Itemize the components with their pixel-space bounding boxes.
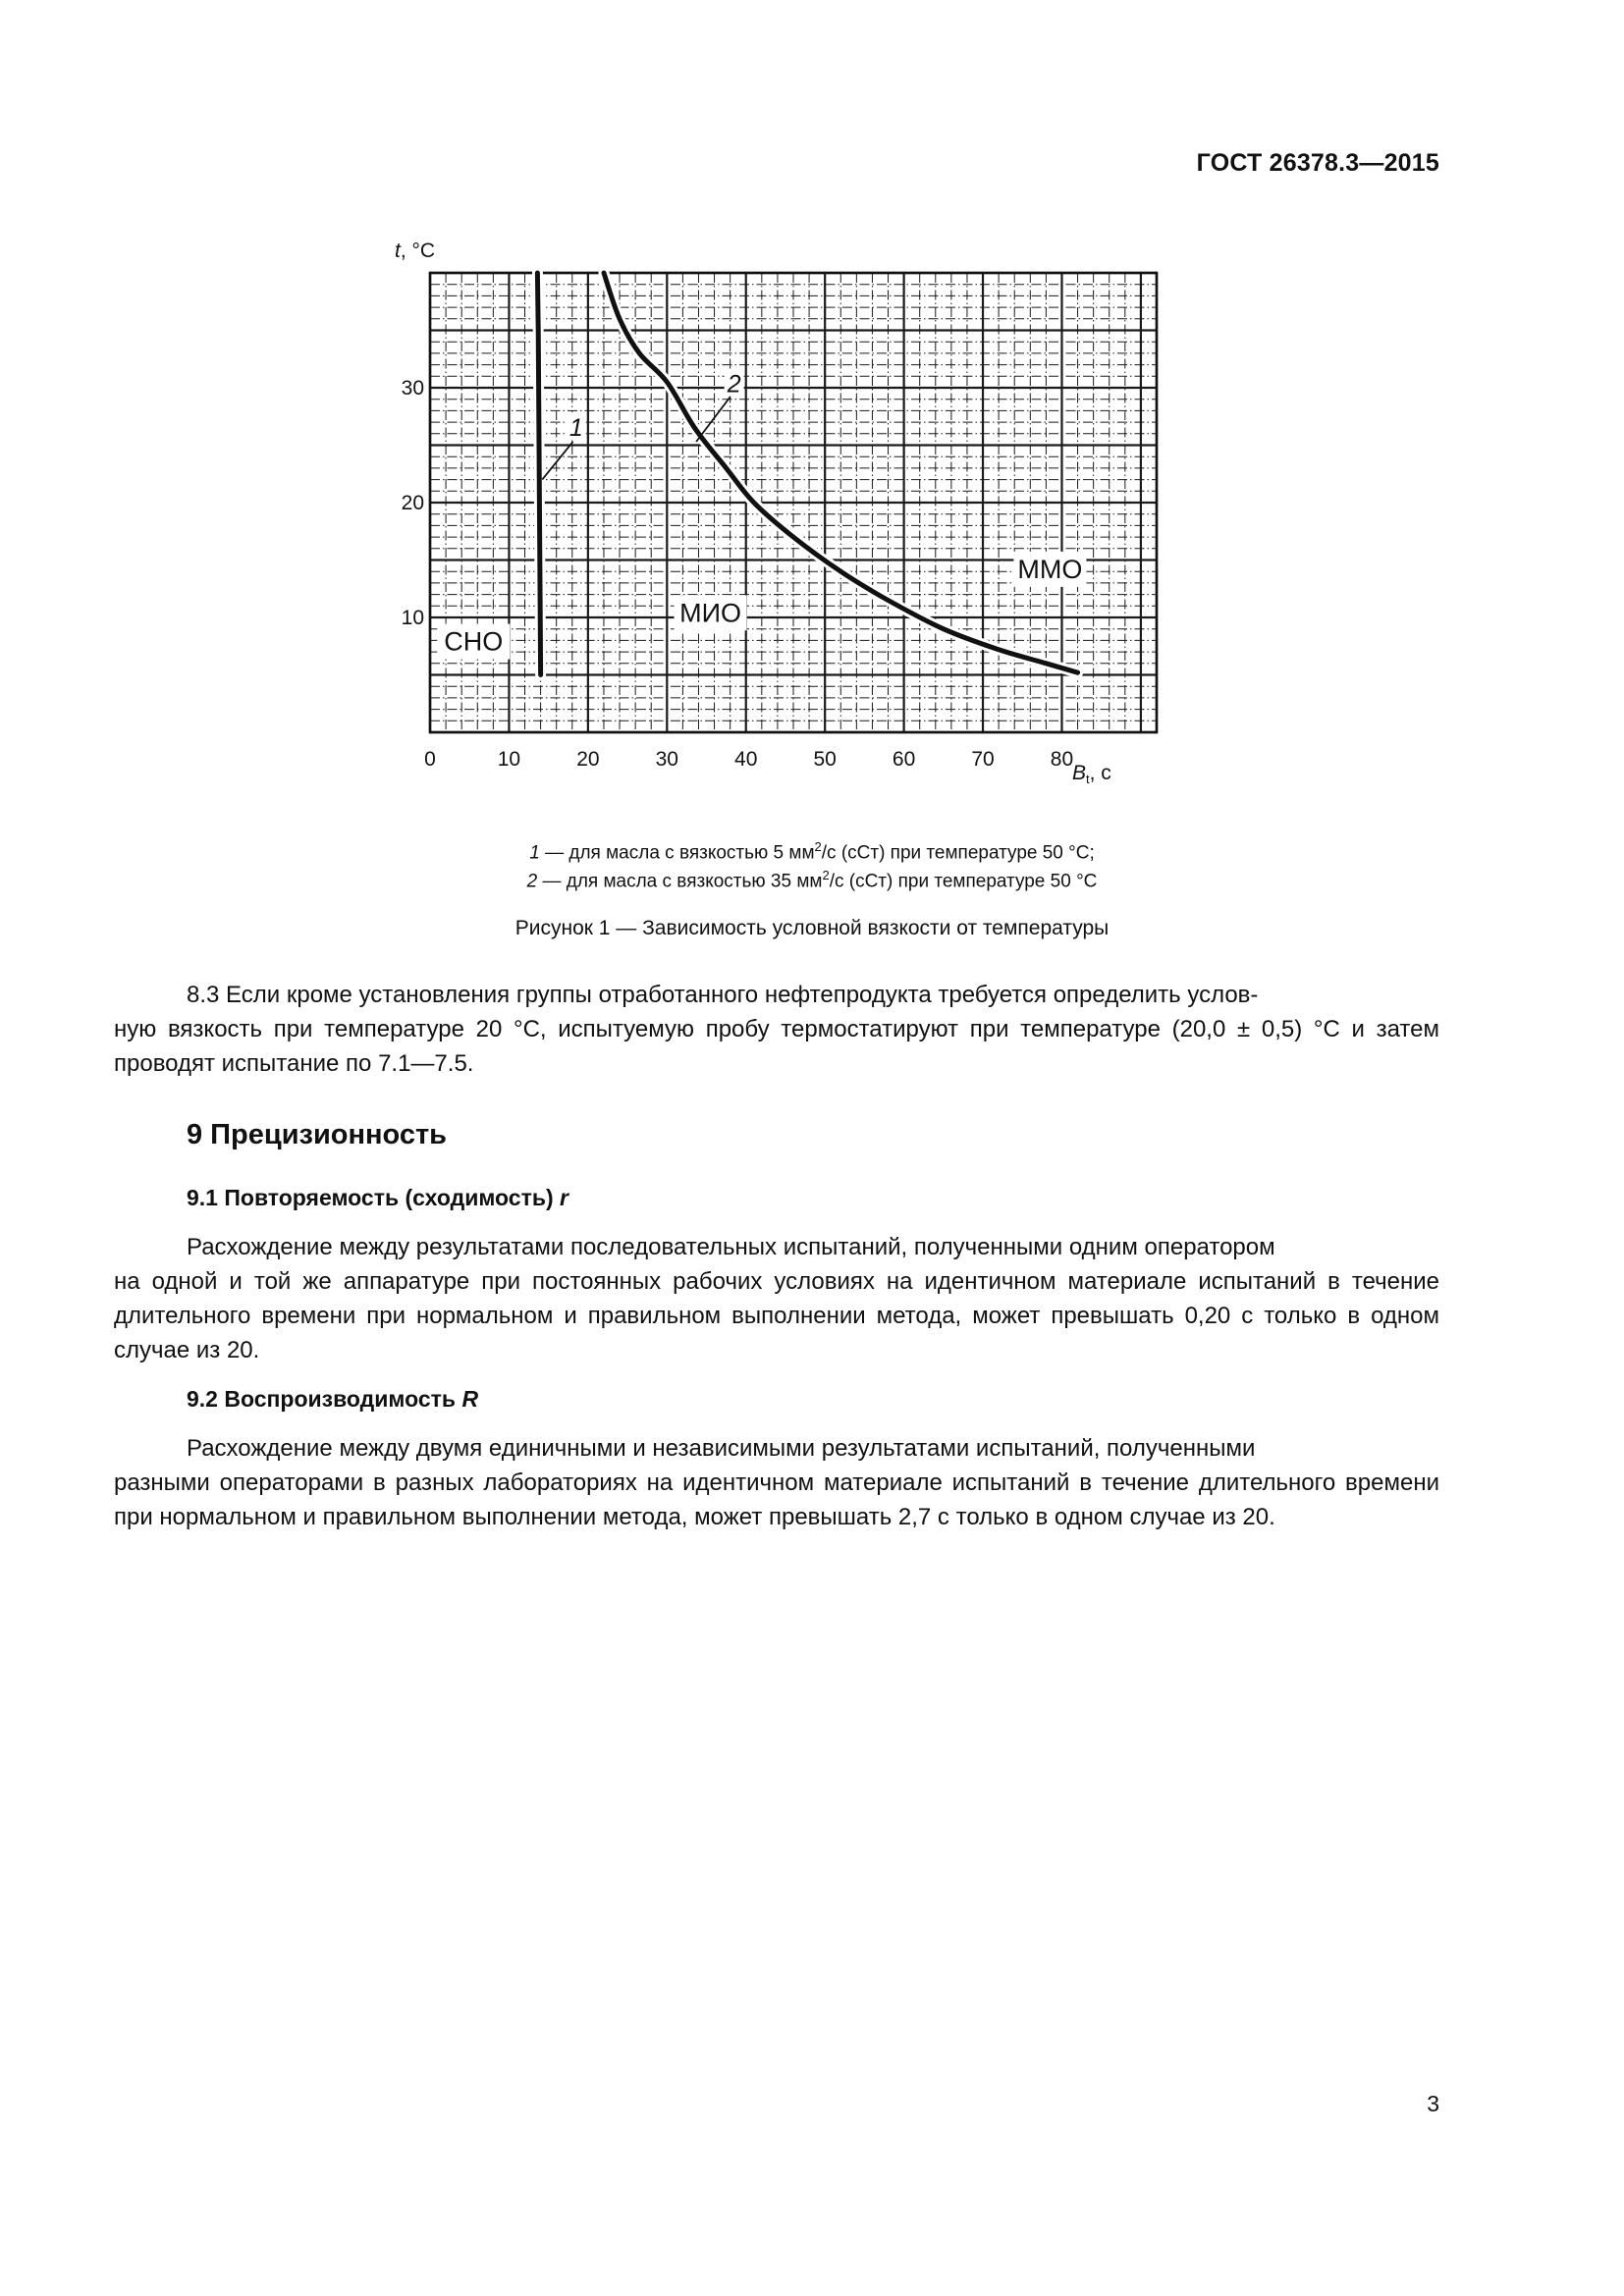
x-axis-unit: , с: [1089, 762, 1111, 784]
x-tick-label: 40: [734, 748, 758, 771]
x-tick-label: 20: [576, 748, 600, 771]
y-tick-label: 10: [401, 607, 424, 629]
region-label: ММО: [1017, 554, 1083, 584]
paragraph-8-3: [114, 978, 1439, 1081]
section-title: 9 Прецизионность: [187, 1119, 448, 1150]
document-code: ГОСТ 26378.3—2015: [1196, 149, 1439, 177]
legend-superscript: 2: [822, 868, 830, 882]
x-tick-label: 30: [655, 748, 678, 771]
legend-text: — для масла с вязкостью 35 мм: [537, 871, 823, 892]
legend-number: 2: [526, 871, 538, 892]
paragraph-body: ную вязкость при температуре 20 °С, испытуемую пробу термостатируют при температуре (20,0 ± 0,5) °С и затем проводят испытание по 7.1—7.5.: [114, 1016, 1439, 1077]
paragraph-first-line: Расхождение между двумя единичными и независимыми результатами испытаний, полученными: [187, 1435, 1256, 1462]
page-number: 3: [1427, 2091, 1439, 2116]
x-tick-label: 60: [892, 748, 916, 771]
viscosity-temperature-chart: [373, 228, 1178, 797]
subsection-symbol: r: [560, 1185, 568, 1210]
y-axis-unit: , °C: [400, 240, 436, 262]
subsection-label: 9.2 Воспроизводимость: [187, 1386, 462, 1412]
chart-ticks: [402, 377, 1074, 771]
x-tick-label: 0: [424, 748, 436, 771]
legend-text: — для масла с вязкостью 5 мм: [539, 842, 815, 864]
subsection-title-9-1: [187, 1185, 568, 1211]
paragraph-9-2: [114, 1431, 1439, 1534]
x-axis-variable: B: [1072, 762, 1087, 784]
curve-1: [537, 273, 540, 675]
subsection-label: 9.1 Повторяемость (сходимость): [187, 1185, 561, 1210]
curve-label: 1: [568, 413, 583, 442]
y-tick-label: 20: [401, 492, 424, 514]
paragraph-first-line: Расхождение между результатами последовательных испытаний, полученными одним оператором: [187, 1234, 1275, 1260]
paragraph-body: на одной и той же аппаратуре при постоянных рабочих условиях на идентичном материале испытаний в течение длительного времени при нормальном и правильном выполнении метода, может превышать 0,20 с только в одном случае из 20.: [114, 1268, 1439, 1363]
legend-number: 1: [529, 842, 540, 864]
x-tick-label: 50: [813, 748, 837, 771]
legend-text-end: /с (сСт) при температуре 50 °С: [829, 871, 1098, 892]
y-axis-variable: t: [395, 240, 401, 262]
subsection-title-9-2: [187, 1386, 478, 1413]
figure-caption: Рисунок 1 — Зависимость условной вязкости от температуры: [514, 917, 1110, 939]
curve-label: 2: [727, 370, 741, 399]
region-label: СНО: [444, 626, 504, 657]
legend-superscript: 2: [814, 839, 822, 854]
paragraph-9-1: [114, 1230, 1439, 1367]
y-tick-label: 30: [401, 377, 424, 400]
x-tick-label: 10: [497, 748, 521, 771]
leader-curve-1: [542, 442, 572, 480]
paragraph-body: разными операторами в разных лабораториях на идентичном материале испытаний в течение длительного времени при нормальном и правильном выполнении метода, может превышать 2,7 с только в одном случае из 20.: [114, 1469, 1439, 1530]
chart-curves: [537, 273, 1077, 675]
region-label: МИО: [679, 598, 741, 628]
legend-text-end: /с (сСт) при температуре 50 °С;: [821, 842, 1095, 864]
paragraph-first-line: 8.3 Если кроме установления группы отработанного нефтепродукта требуется определить услов-: [187, 982, 1259, 1008]
leader-curve-2: [696, 397, 731, 442]
x-axis-label: [1072, 762, 1111, 786]
y-axis-label: [395, 240, 435, 262]
x-axis-subscript: t: [1086, 772, 1090, 786]
x-tick-label: 80: [1050, 748, 1074, 771]
x-tick-label: 70: [971, 748, 995, 771]
figure-legend-item-2: [0, 861, 1624, 895]
subsection-symbol: R: [461, 1386, 479, 1412]
